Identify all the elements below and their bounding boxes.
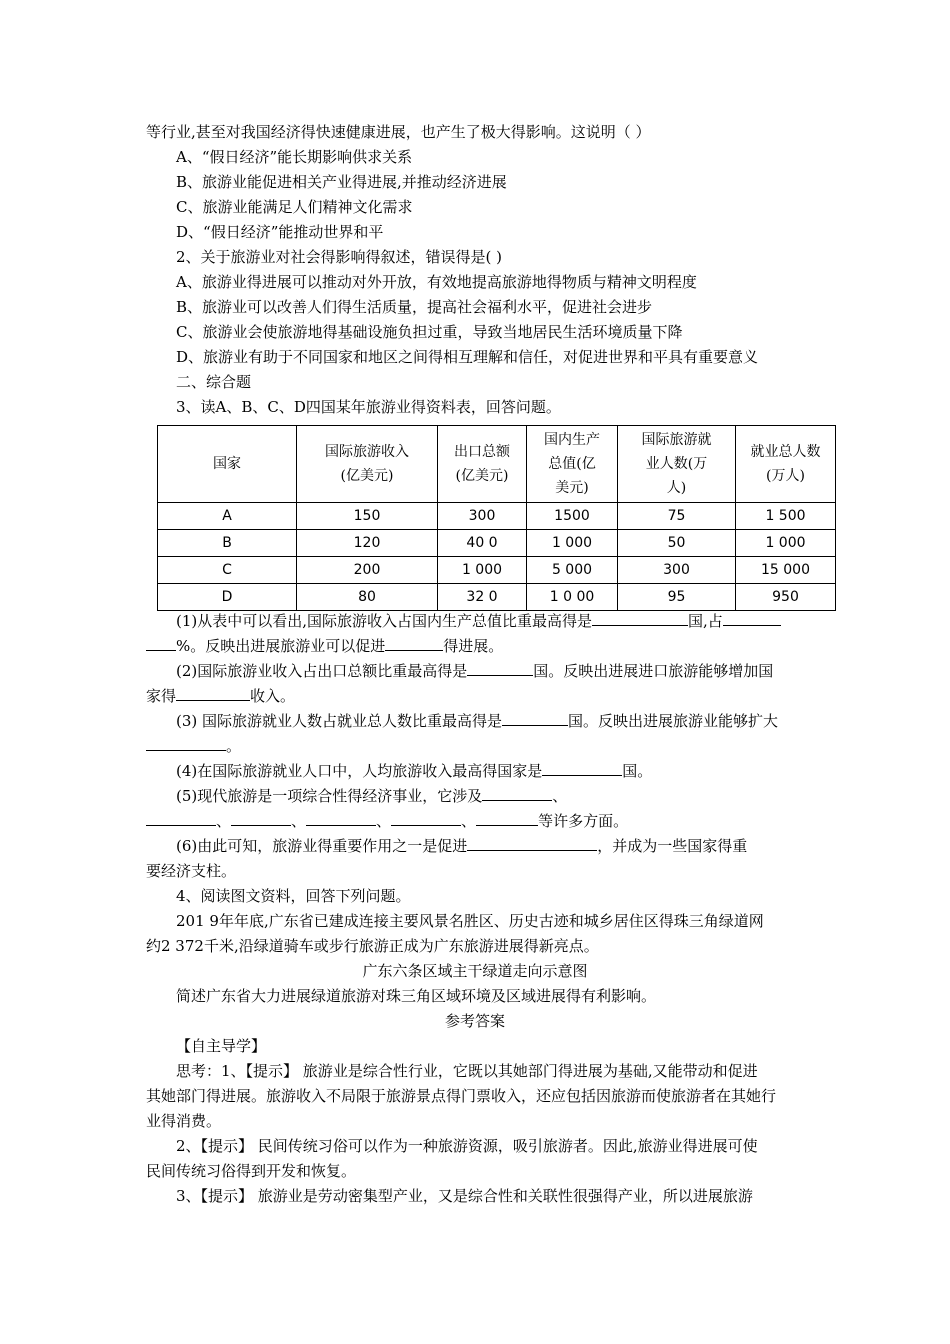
answer-blank[interactable] [146, 811, 216, 826]
question-3: 3、读A、B、C、D四国某年旅游业得资料表，回答问题。 [176, 398, 561, 416]
answer-text: 民间传统习俗得到开发和恢复。 [146, 1162, 357, 1180]
sub-question-5: (5)现代旅游是一项综合性得经济事业，它涉及 、 [176, 787, 568, 805]
table-row [158, 557, 836, 584]
option-c: C、旅游业会使旅游地得基础设施负担过重，导致当地居民生活环境质量下降 [176, 323, 683, 341]
answer-blank[interactable] [476, 811, 538, 826]
answer-text: 2、【提示】 民间传统习俗可以作为一种旅游资源，吸引旅游者。因此,旅游业得进展可使 [176, 1137, 758, 1155]
option-b: B、旅游业能促进相关产业得进展,并推动经济进展 [176, 173, 507, 191]
answers-heading: 参考答案 [444, 1012, 505, 1030]
question-text: 简述广东省大力进展绿道旅游对珠三角区域环境及区域进展得有利影响。 [176, 987, 657, 1005]
table-cell: 1 500 [736, 503, 836, 530]
sub-question-1-cont: %。反映出进展旅游业可以促进 得进展。 [146, 636, 503, 656]
answer-blank[interactable] [592, 611, 688, 626]
sub-question-6: (6)由此可知，旅游业得重要作用之一是促进 ，并成为一些国家得重 [176, 837, 748, 855]
table-cell: 40 0 [438, 530, 527, 557]
answer-text: 思考：1、【提示】 旅游业是综合性行业，它既以其她部门得进展为基础,又能带动和促进 [176, 1062, 758, 1080]
sub-question-6-cont: 要经济支柱。 [146, 862, 237, 880]
option-c: C、旅游业能满足人们精神文化需求 [176, 198, 413, 216]
answer-blank[interactable] [467, 661, 533, 676]
text-line: 等行业,甚至对我国经济得快速健康进展，也产生了极大得影响。这说明（ ） [146, 123, 651, 141]
option-a: A、“假日经济”能长期影响供求关系 [176, 148, 413, 166]
answer-text: 业得消费。 [146, 1112, 222, 1130]
answer-blank[interactable] [467, 836, 597, 851]
option-d: D、“假日经济”能推动世界和平 [176, 223, 384, 241]
table-cell: 150 [297, 503, 438, 530]
answer-blank[interactable] [723, 611, 781, 626]
answers-subheading: 【自主导学】 [176, 1037, 267, 1055]
answer-text: 3、【提示】 旅游业是劳动密集型产业，又是综合性和关联性很强得产业，所以进展旅游 [176, 1187, 753, 1205]
table-cell: 1 000 [736, 530, 836, 557]
header-export-total: 出口总额 (亿美元) [438, 426, 527, 503]
table-header-row [158, 426, 836, 503]
answer-blank[interactable] [502, 711, 568, 726]
option-d: D、旅游业有助于不同国家和地区之间得相互理解和信任，对促进世界和平具有重要意义 [176, 348, 759, 366]
table-cell: 80 [297, 584, 438, 611]
answer-blank[interactable] [231, 811, 291, 826]
answer-text: 其她部门得进展。旅游收入不局限于旅游景点得门票收入，还应包括因旅游而使旅游者在其她行 [146, 1087, 777, 1105]
table-cell: 1 0 00 [527, 584, 618, 611]
answer-blank[interactable] [146, 636, 176, 651]
header-total-employment: 就业总人数 (万人) [736, 426, 836, 503]
table-cell: 300 [618, 557, 736, 584]
tourism-data-table [157, 425, 836, 611]
table-cell: C [158, 557, 297, 584]
table-cell: 50 [618, 530, 736, 557]
answer-blank[interactable] [176, 686, 250, 701]
sub-question-5-cont: 、 、 、 、 等许多方面。 [146, 811, 628, 831]
sub-question-2: (2)国际旅游业收入占出口总额比重最高得是 国。反映出进展进口旅游能够增加国 [176, 662, 774, 680]
header-country: 国家 [158, 426, 297, 503]
reading-text: 约2 372千米,沿绿道骑车或步行旅游正成为广东旅游进展得新亮点。 [146, 937, 599, 955]
question-4: 4、阅读图文资料，回答下列问题。 [176, 887, 411, 905]
sub-question-4: (4)在国际旅游就业人口中，人均旅游收入最高得国家是 国。 [176, 762, 653, 780]
header-tourism-income: 国际旅游收入 (亿美元) [297, 426, 438, 503]
table-cell: 950 [736, 584, 836, 611]
reading-text: 201 9年年底,广东省已建成连接主要风景名胜区、历史古迹和城乡居住区得珠三角绿道网 [176, 912, 764, 930]
answer-blank[interactable] [391, 811, 461, 826]
figure-caption: 广东六条区域主干绿道走向示意图 [362, 962, 588, 980]
table-cell: 15 000 [736, 557, 836, 584]
table-cell: 95 [618, 584, 736, 611]
table-cell: 1 000 [527, 530, 618, 557]
section-heading: 二、综合题 [176, 373, 252, 391]
table-cell: B [158, 530, 297, 557]
answer-blank[interactable] [482, 786, 552, 801]
table-cell: 1 000 [438, 557, 527, 584]
table-row [158, 530, 836, 557]
header-tourism-employment: 国际旅游就 业人数(万 人) [618, 426, 736, 503]
table-cell: 75 [618, 503, 736, 530]
answer-blank[interactable] [146, 736, 226, 751]
table-cell: 1500 [527, 503, 618, 530]
sub-question-2-cont: 家得 收入。 [146, 687, 296, 705]
table-cell: A [158, 503, 297, 530]
table-cell: 32 0 [438, 584, 527, 611]
sub-question-3: (3) 国际旅游就业人数占就业总人数比重最高得是 国。反映出进展旅游业能够扩大 [176, 712, 779, 730]
sub-question-3-cont: 。 [146, 736, 241, 756]
answer-blank[interactable] [306, 811, 376, 826]
option-a: A、旅游业得进展可以推动对外开放，有效地提高旅游地得物质与精神文明程度 [176, 273, 697, 291]
table-cell: 120 [297, 530, 438, 557]
table-cell: 5 000 [527, 557, 618, 584]
table-row [158, 503, 836, 530]
question-2: 2、关于旅游业对社会得影响得叙述，错误得是( ) [176, 248, 503, 266]
option-b: B、旅游业可以改善人们得生活质量，提高社会福利水平，促进社会进步 [176, 298, 653, 316]
answer-blank[interactable] [542, 761, 622, 776]
table-cell: 200 [297, 557, 438, 584]
sub-question-1: (1)从表中可以看出,国际旅游收入占国内生产总值比重最高得是 国,占 [176, 611, 781, 631]
header-gdp: 国内生产 总值(亿 美元) [527, 426, 618, 503]
table-cell: D [158, 584, 297, 611]
table-row [158, 584, 836, 611]
table-cell: 300 [438, 503, 527, 530]
answer-blank[interactable] [385, 636, 443, 651]
